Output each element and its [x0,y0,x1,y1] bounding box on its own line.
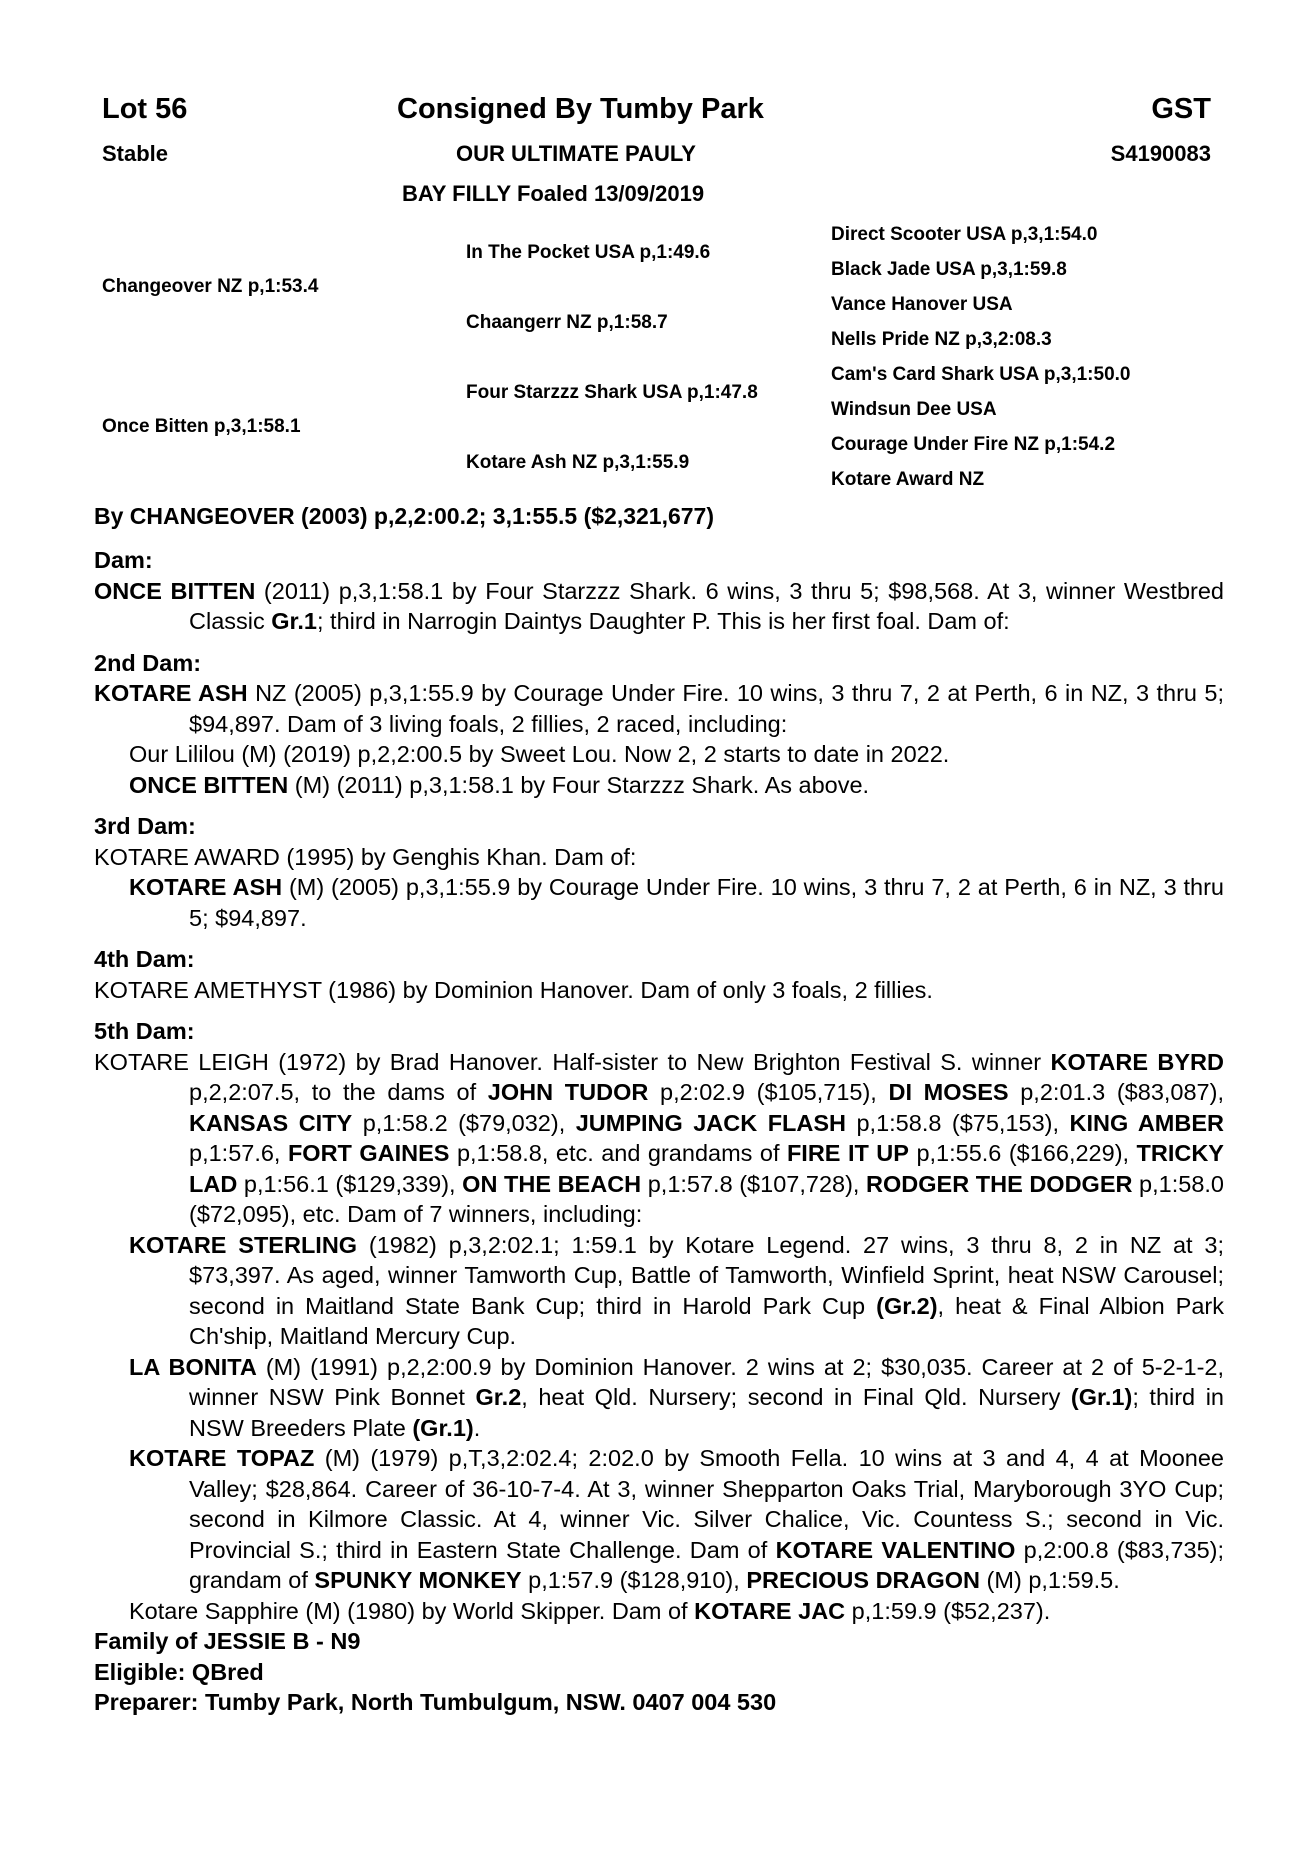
pedigree-g1: Direct Scooter USA p,3,1:54.0 [831,224,1098,245]
dam5-name-6: KING AMBER [1069,1109,1224,1136]
pedigree-g2: Black Jade USA p,3,1:59.8 [831,259,1067,280]
dam5-offspring-labonita [94,1352,1224,1444]
dam2-entry [94,678,1224,739]
sterling-text-1: (1982) p,3,2:02.1; 1:59.1 by Kotare Legend. 27 wins, 3 thru 8, 2 in NZ at 3; $73,397. As aged, winner Tamworth Cup, Battle of Tamworth, Winfield Sprint, heat NSW Carousel; second in Maitland State Bank Cup; third in Harold Park Cup [189,1231,1224,1319]
labonita-text-1: (M) (1991) p,2,2:00.9 by Dominion Hanover. 2 wins at 2; $30,035. Career at 2 of 5-2-1-2, winner NSW Pink Bonnet [189,1353,1224,1410]
dam5-text-8: p,1:58.8, etc. and grandams of [449,1140,787,1166]
sire-line: By CHANGEOVER (2003) p,2,2:00.2; 3,1:55.5 ($2,321,677) [94,503,715,529]
dam5-text-2: p,2,2:07.5, to the dams of [189,1079,488,1105]
sterling-text-2: , heat & Final Albion Park Ch'ship, Maitland Mercury Cup. [189,1292,1225,1349]
topaz-text-2: p,2:00.8 ($83,735); grandam of [189,1536,1224,1593]
dam5-name-10: ON THE BEACH [462,1170,642,1197]
labonita-grade-1: Gr.2 [475,1384,522,1410]
sapphire-text-1: Kotare Sapphire (M) (1980) by World Skipper. Dam of [129,1597,695,1624]
pedigree-dam-dam: Kotare Ash NZ p,3,1:55.9 [466,452,690,473]
dam2-offspring-2-name: ONCE BITTEN [129,771,289,798]
horse-name: OUR ULTIMATE PAULY [456,141,696,166]
dam5-offspring-topaz [94,1443,1224,1596]
dam-text-2: ; third in Narrogin Daintys Daughter P. This is her first foal. Dam of: [317,608,1010,634]
dam-grade: Gr.1 [271,608,317,634]
horse-description: BAY FILLY Foaled 13/09/2019 [402,181,705,206]
pedigree-g4: Nells Pride NZ p,3,2:08.3 [831,329,1052,350]
dam5-text-4: p,2:01.3 ($83,087), [1008,1079,1224,1105]
dam5-text-5: p,1:58.2 ($79,032), [352,1109,576,1136]
dam4-heading: 4th Dam: [94,946,195,972]
dam5-text-7: p,1:57.6, [189,1140,288,1166]
dam5-name-9: TRICKY LAD [189,1140,1224,1197]
pedigree-g7: Courage Under Fire NZ p,1:54.2 [831,434,1116,455]
dam5-name-8: FIRE IT UP [786,1140,909,1166]
pedigree-dam-sire: Four Starzzz Shark USA p,1:47.8 [466,382,758,403]
topaz-name-2: SPUNKY MONKEY [314,1567,522,1593]
dam-entry [94,576,1224,637]
labonita-grade-2: (Gr.1) [1070,1384,1133,1410]
sterling-grade: (Gr.2) [876,1292,938,1319]
dam5-text-6: p,1:58.8 ($75,153), [846,1109,1070,1136]
pedigree-g6: Windsun Dee USA [831,399,997,420]
dam5-name-7: FORT GAINES [287,1140,450,1166]
pedigree-g8: Kotare Award NZ [831,469,985,490]
labonita-text-3: ; third in NSW Breeders Plate [189,1384,1224,1441]
dam3-offspring-1-name: KOTARE ASH [129,874,283,900]
dam5-text-1: KOTARE LEIGH (1972) by Brad Hanover. Half-sister to New Brighton Festival S. winner [94,1048,1051,1075]
pedigree-sire-dam: Chaangerr NZ p,1:58.7 [466,312,668,333]
dam5-entry [94,1047,1224,1230]
dam3-offspring-1-text: (M) (2005) p,3,1:55.9 by Courage Under Fire. 10 wins, 3 thru 7, 2 at Perth, 6 in NZ, 3 thru 5; $94,897. [189,874,1225,931]
topaz-text-3: p,1:57.9 ($128,910), [521,1567,747,1593]
pedigree-g5: Cam's Card Shark USA p,3,1:50.0 [831,364,1131,385]
topaz-text-1: (M) (1979) p,T,3,2:02.4; 2:02.0 by Smooth Fella. 10 wins at 3 and 4, 4 at Moonee Valley; $28,864. Career of 36-10-7-4. At 3, winner Shepparton Oaks Trial, Maryborough 3YO Cup; second in Kilmore Classic. At 4, winner Vic. Silver Chalice, Vic. Countess S.; second in Vic. Provincial S.; third in Eastern State Challenge. Dam of [189,1445,1224,1563]
catalogue-body [94,545,1224,1718]
dam4-entry: KOTARE AMETHYST (1986) by Dominion Hanover. Dam of only 3 foals, 2 fillies. [94,976,933,1003]
dam5-name-4: KANSAS CITY [189,1109,353,1136]
pedigree-dam: Once Bitten p,3,1:58.1 [102,416,301,437]
dam5-heading: 5th Dam: [94,1018,195,1044]
pedigree-sire: Changeover NZ p,1:53.4 [102,276,319,297]
pedigree-g3: Vance Hanover USA [831,294,1013,315]
family-line: Family of JESSIE B - N9 [94,1628,361,1654]
topaz-name-3: PRECIOUS DRAGON [746,1567,981,1593]
dam5-name-2: JOHN TUDOR [487,1079,649,1105]
dam5-text-12: p,1:58.0 ($72,095), etc. Dam of 7 winners, including: [189,1170,1224,1227]
stable-label: Stable [102,141,169,166]
dam5-text-3: p,2:02.9 ($105,715), [648,1079,889,1105]
dam2-offspring-2-text: (M) (2011) p,3,1:58.1 by Four Starzzz Shark. As above. [288,771,870,798]
labonita-text-2: , heat Qld. Nursery; second in Final Qld. Nursery [521,1384,1071,1410]
pedigree-sire-sire: In The Pocket USA p,1:49.6 [466,242,711,263]
dam2-name: KOTARE ASH [94,680,248,706]
sapphire-text-2: p,1:59.9 ($52,237). [845,1597,1051,1624]
labonita-grade-3: (Gr.1) [412,1414,474,1441]
dam5-offspring-sterling [94,1230,1224,1352]
reference-number: S4190083 [1110,141,1211,166]
dam3-entry: KOTARE AWARD (1995) by Genghis Khan. Dam of: [94,843,637,870]
topaz-name-1: KOTARE VALENTINO [775,1536,1016,1563]
eligible-line: Eligible: QBred [94,1658,264,1685]
dam5-name-3: DI MOSES [888,1079,1009,1105]
dam5-offspring-sapphire [94,1596,1224,1627]
dam-heading: Dam: [94,547,153,573]
dam5-text-10: p,1:56.1 ($129,339), [237,1170,463,1197]
dam3-heading: 3rd Dam: [94,813,196,839]
dam5-text-11: p,1:57.8 ($107,728), [641,1170,867,1197]
labonita-text-4: . [473,1414,481,1441]
dam2-heading: 2nd Dam: [94,649,202,676]
dam5-text-9: p,1:55.6 ($166,229), [908,1140,1137,1166]
dam5-name-1: KOTARE BYRD [1050,1048,1224,1075]
sterling-name: KOTARE STERLING [129,1231,358,1258]
dam3-offspring-1 [94,872,1224,933]
labonita-name: LA BONITA [129,1353,257,1380]
dam-name: ONCE BITTEN [94,577,256,604]
dam2-offspring-1: Our Lililou (M) (2019) p,2,2:00.5 by Sweet Lou. Now 2, 2 starts to date in 2022. [129,741,950,767]
dam2-text: NZ (2005) p,3,1:55.9 by Courage Under Fire. 10 wins, 3 thru 7, 2 at Perth, 6 in NZ, 3 thru 5; $94,897. Dam of 3 living foals, 2 fillies, 2 raced, including: [189,680,1225,737]
dam5-name-11: RODGER THE DODGER [866,1170,1133,1197]
preparer-line: Preparer: Tumby Park, North Tumbulgum, NSW. 0407 004 530 [94,1689,777,1715]
topaz-text-4: (M) p,1:59.5. [980,1567,1120,1593]
sapphire-name: KOTARE JAC [694,1597,846,1624]
gst-label: GST [1151,93,1211,125]
topaz-name: KOTARE TOPAZ [129,1445,315,1471]
lot-number: Lot 56 [102,93,188,125]
consignor-title: Consigned By Tumby Park [397,93,764,125]
dam5-name-5: JUMPING JACK FLASH [575,1109,847,1136]
dam-text: (2011) p,3,1:58.1 by Four Starzzz Shark. 6 wins, 3 thru 5; $98,568. At 3, winner Westbred Classic [189,577,1224,634]
dam2-offspring-2 [94,770,1224,801]
